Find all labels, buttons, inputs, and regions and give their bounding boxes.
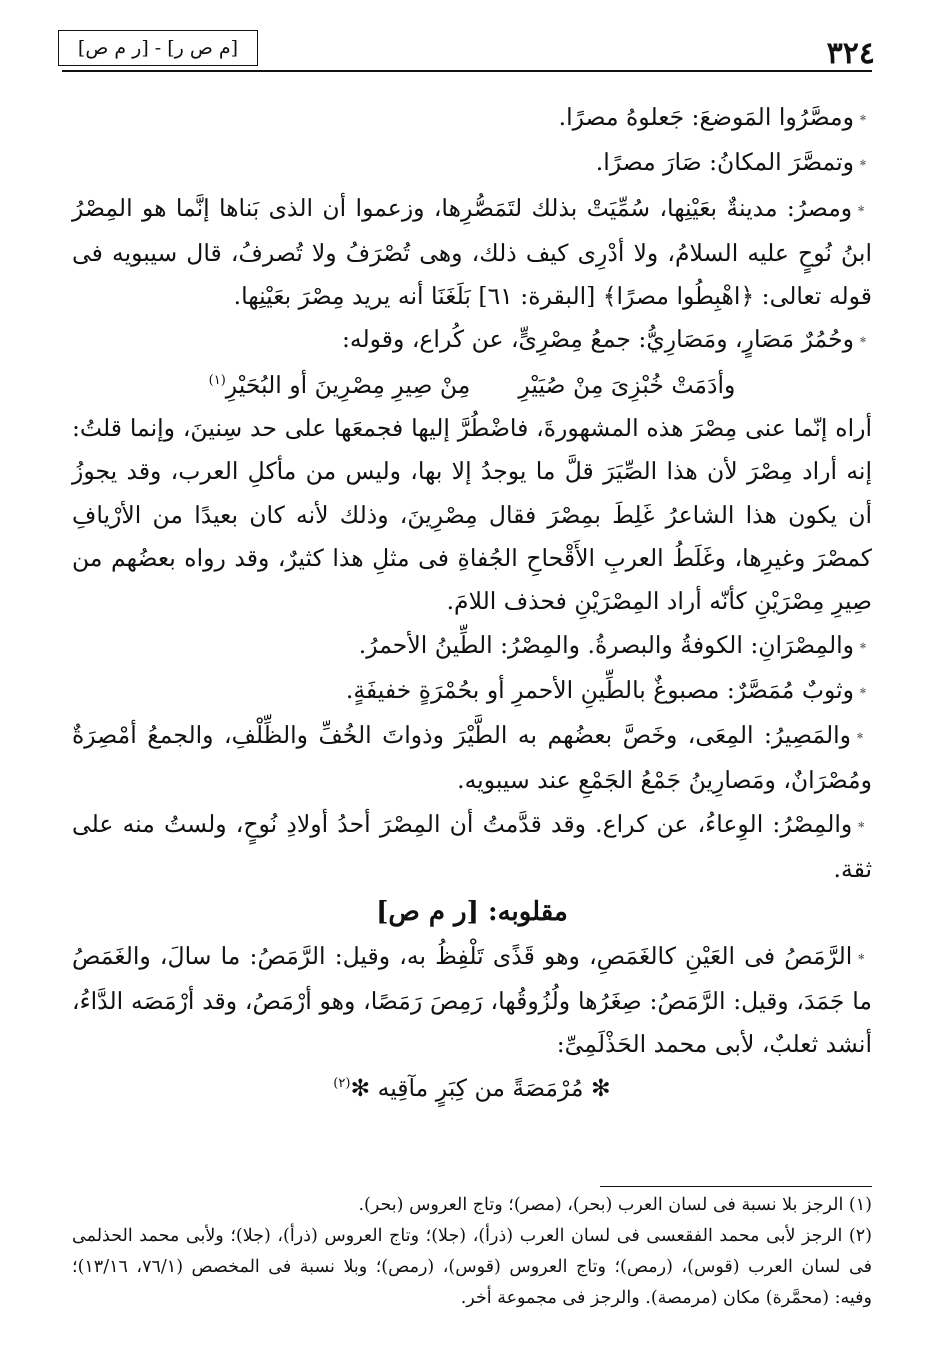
- body-text: [72, 96, 872, 1110]
- page-number: ٣٢٤: [826, 36, 875, 71]
- poem-line: [72, 364, 872, 407]
- poem-hemistich-second-text: مِنْ صِيرِ مِصْرِينَ أو البُحَيْرِ: [225, 370, 471, 399]
- footnotes: [72, 1190, 872, 1314]
- poem-hemistich-first: وأدَمَتْ خُبْزِىَ مِنْ صُيَيْرِ: [518, 370, 736, 399]
- entry-paragraph: ﹡ وحُمُرٌ مَصَارٍ، ومَصَارِيُّ: جمعُ مِصْرِىٍّ، عن كُراع، وقوله:: [72, 318, 872, 363]
- entry-paragraph: ﹡ والمِصْرُ: الوِعاءُ، عن كراع. وقد قدَّمتُ أن المِصْرَ أحدُ أولادِ نُوحٍ، ولستُ منه على ثقة.: [72, 803, 872, 892]
- entry-paragraph: ﹡ الرَّمَصُ فى العَيْنِ كالغَمَصِ، وهو قَذًى تَلْفِظُ به، وقيل: الرَّمَصُ: ما سالَ، والغَمَصُ ما جَمَدَ، وقيل: الرَّمَصُ: صِغَرُها ولُزُوقُها، رَمِصَ رَمَصًا، وهو أرْمَصُ، وقد أرْمَصَه الدَّاءُ، أنشد ثعلبٌ، لأبى محمد الحَذْلَمِىِّ:: [72, 935, 872, 1067]
- verse-text: ✻ مُرْمَصَةً من كِبَرٍ مآقِيه ✻: [350, 1073, 611, 1102]
- footnote: (١) الرجز بلا نسبة فى لسان العرب (بحر)، (مصر)؛ وتاج العروس (بحر).: [358, 1195, 872, 1215]
- footnote-ref: (١): [208, 372, 226, 388]
- section-heading: مقلوبه: [ر م ص]: [376, 897, 568, 928]
- footnote: (٢) الرجز لأبى محمد الفقعسى فى لسان العرب (ذرأ)، (جلا)؛ وتاج العروس (ذرأ)، (جلا)؛ ولأبى محمد الحذلمى فى لسان العرب (قوس)، (رمص)؛ وتاج العروس (قوس)، (رمص)؛ وبلا نسبة فى المخصص (٧٦/١، ١٣/١٦)؛ وفيه: (محمَّرة) مكان (مرمصة). والرجز فى مجموعة أخر.: [72, 1226, 872, 1308]
- commentary-paragraph: أراه إنّما عنى مِصْرَ هذه المشهورةَ، فاضْطُرَّ إليها فجمعَها على حد سِنينَ، وإنما قلتُ: إنه أراد مِصْرَ لأن هذا الصِّيَرَ قلَّ ما يوجدُ إلا بها، وليس من مأكلِ العرب، وقد يجوزُ أن يكون هذا الشاعرُ غَلِطَ بمِصْرَ فقال مِصْرِينَ، وذلك لأنه كان بعيدًا من الأرْيافِ كمصْرَ وغيرِها، وغَلَطُ العربِ الأَقْحاحِ الجُفاةِ فى مثلِ هذا كثيرٌ، وقد رواه بعضُهم من صِيرِ مِصْرَيْنِ كأنّه أراد المِصْرَيْنِ فحذف اللامَ.: [72, 414, 872, 616]
- entry-paragraph: ﹡ ومصرُ: مدينةٌ بعَيْنِها، سُمِّيَتْ بذلك لتَمَصُّرِها، وزعموا أن الذى بَناها إنَّما هو المِصْرُ ابنُ نُوحٍ عليه السلامُ، ولا أدْرِى كيف ذلك، وهى تُصْرَفُ ولا تُصرفُ، قال سيبويه فى قوله تعالى: ﴿اهْبِطُوا مصرًا﴾ [البقرة: ٦١] بَلَغَنَا أنه يريد مِصْرَ بعَيْنِها.: [72, 187, 872, 319]
- entry-paragraph: ﹡ وتمصَّرَ المكانُ: صَارَ مصرًا.: [72, 141, 872, 186]
- header-rule: [62, 70, 872, 72]
- entry-paragraph: ﹡ وثوبٌ مُمَصَّرٌ: مصبوغٌ بالطِّينِ الأحمرِ أو بحُمْرَةٍ خفيفَةٍ.: [72, 669, 872, 714]
- entry-paragraph: ﹡ ومصَّرُوا المَوضعَ: جَعلوهُ مصرًا.: [72, 96, 872, 141]
- footnote-rule: [600, 1186, 872, 1187]
- running-head: [م ص ر] - [ر م ص]: [58, 30, 258, 66]
- entry-paragraph: ﹡ والمِصْرَانِ: الكوفةُ والبصرةُ. والمِصْرُ: الطِّينُ الأحمرُ.: [72, 624, 872, 669]
- entry-paragraph: ﹡ والمَصِيرُ: المِعَى، وخَصَّ بعضُهم به الطَّيْرَ وذواتَ الخُفِّ والظِّلْفِ، والجمعُ أمْصِرَةٌ ومُصْرَانٌ، ومَصارِينُ جَمْعُ الجَمْعِ عند سيبويه.: [72, 714, 872, 803]
- poem-hemistich-second: [209, 364, 471, 407]
- verse-line: [72, 1067, 872, 1110]
- footnote-ref: (٢): [333, 1075, 351, 1091]
